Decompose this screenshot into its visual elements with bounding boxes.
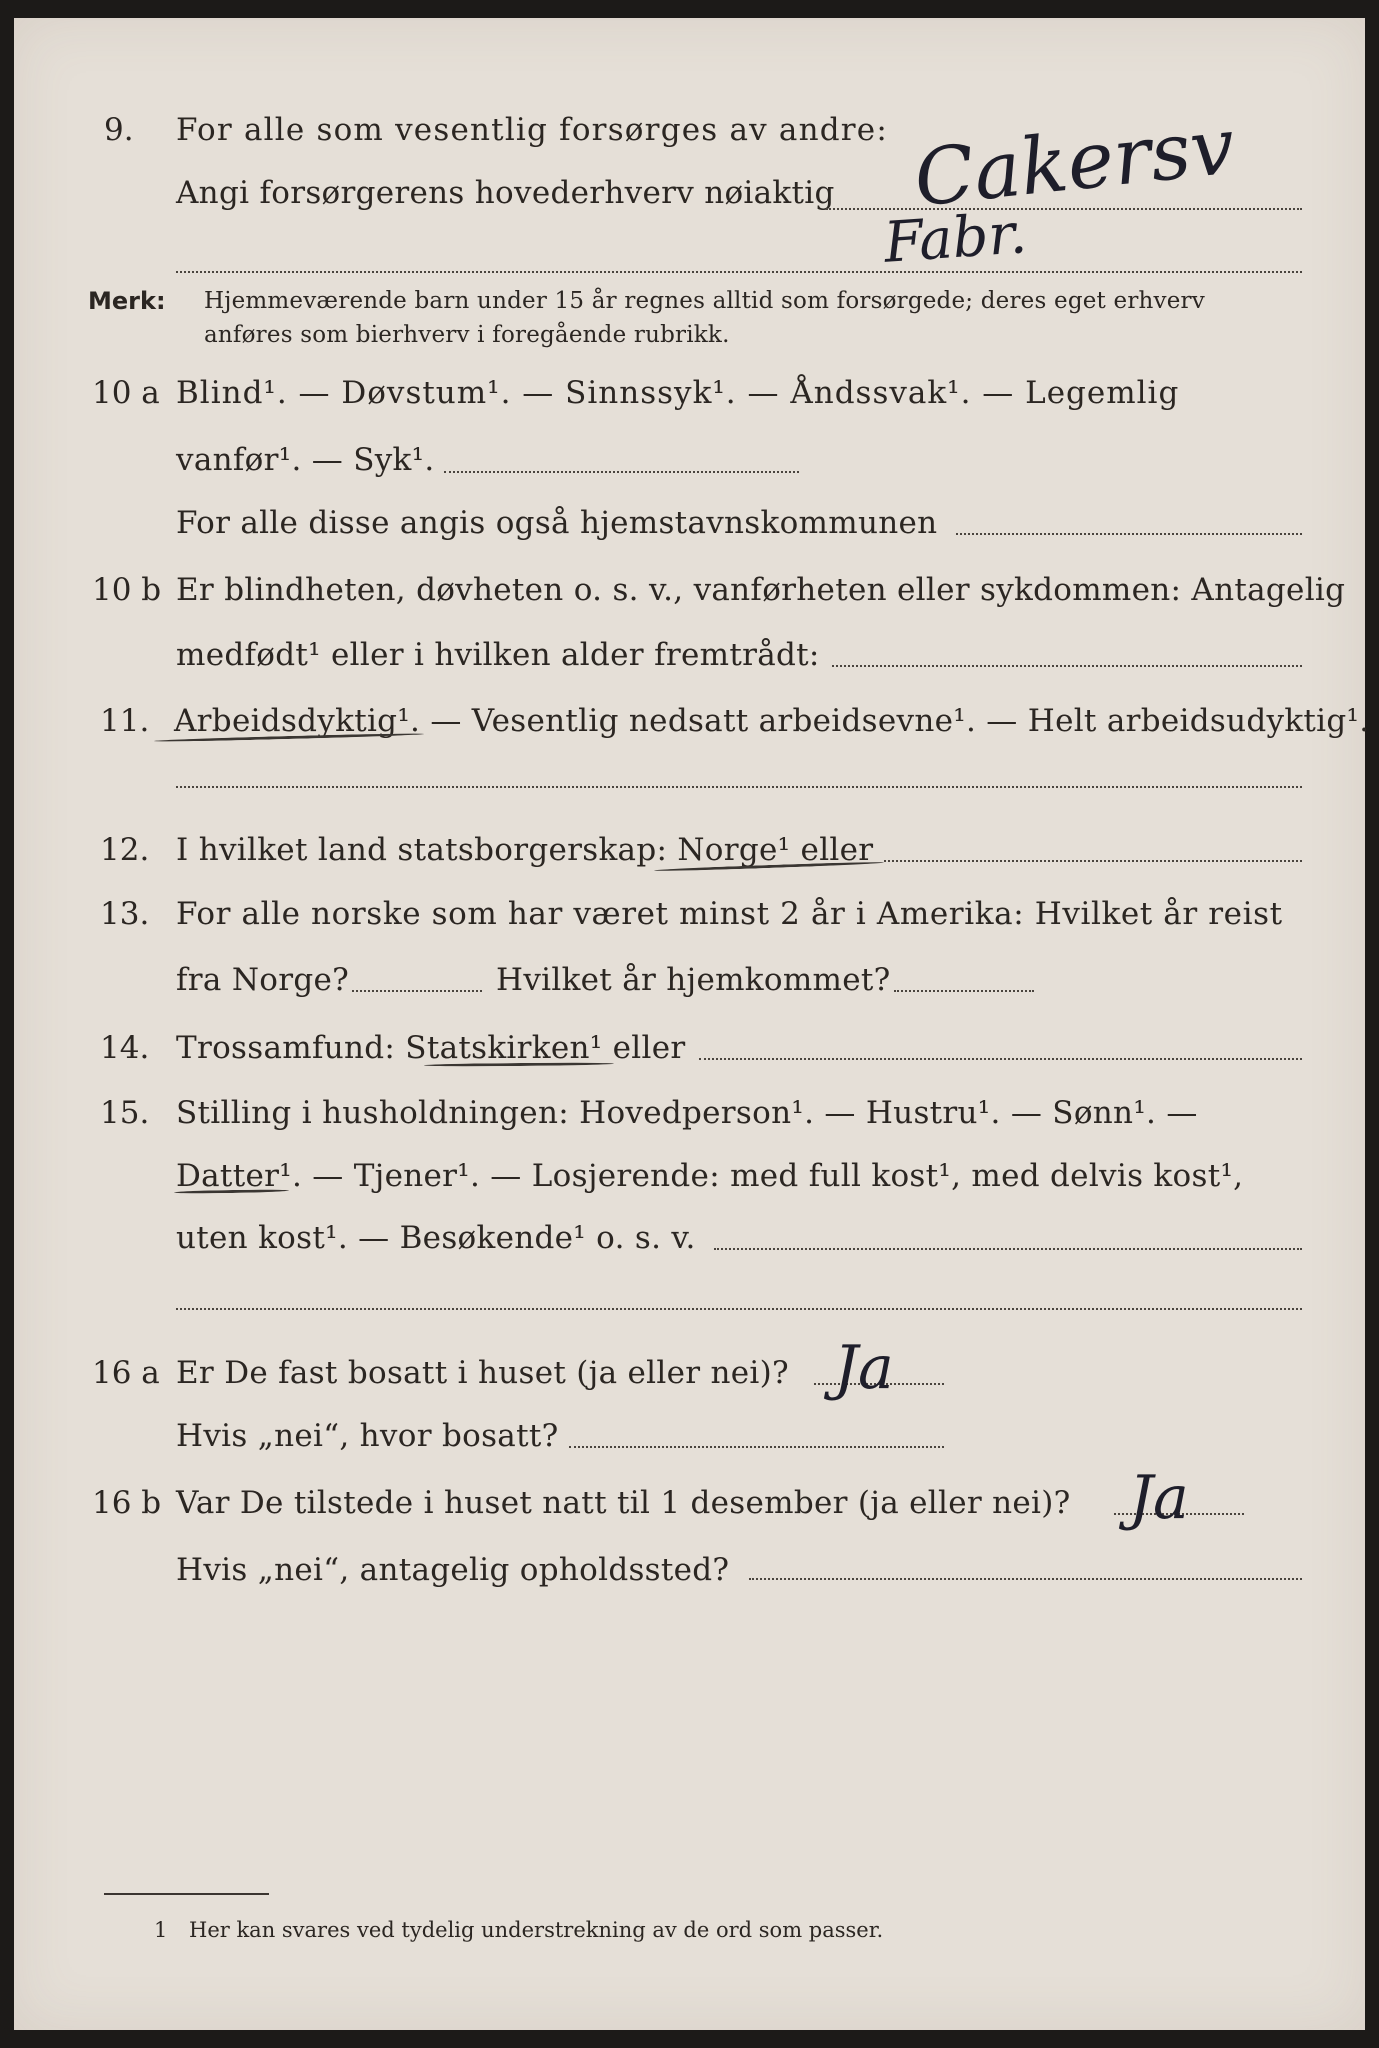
q10b-line1: Er blindheten, døvheten o. s. v., vanførheten eller sykdommen: Antagelig <box>176 572 1346 608</box>
q11-answer-line <box>176 786 1302 788</box>
q12-line1: I hvilket land statsborgerskap: Norge¹ eller <box>176 832 874 868</box>
q16b-line2-answer-line <box>749 1578 1302 1580</box>
q16a-line2-answer-line <box>569 1446 944 1448</box>
q16b-line1: Var De tilstede i huset natt til 1 desember (ja eller nei)? <box>176 1485 1071 1521</box>
q15-number: 15. <box>100 1095 150 1131</box>
q9-handwritten-answer-1: Cakersv <box>910 101 1239 225</box>
q9-number: 9. <box>104 112 134 148</box>
q14-answer-line <box>699 1058 1302 1060</box>
q10a-number: 10 a <box>92 375 160 411</box>
q10b-answer-line <box>832 665 1302 667</box>
q10a-line2-answer-line <box>444 471 799 473</box>
q16a-number: 16 a <box>92 1355 160 1391</box>
q16a-line1: Er De fast bosatt i huset (ja eller nei)? <box>176 1355 789 1391</box>
q15-line1: Stilling i husholdningen: Hovedperson¹. — Hustru¹. — Sønn¹. — <box>176 1095 1198 1131</box>
q12-answer-line-2 <box>956 860 1302 862</box>
q13-hjemkommet-answer-line <box>894 990 1034 992</box>
q13-number: 13. <box>100 896 150 932</box>
census-form-page <box>14 18 1370 2030</box>
q10b-line2: medfødt¹ eller i hvilken alder fremtrådt: <box>176 637 820 673</box>
q15-answer-line-2 <box>176 1308 1302 1310</box>
q13-line2b: Hvilket år hjemkommet? <box>496 962 891 998</box>
q16a-handwritten-answer: Ja <box>834 1333 894 1403</box>
q13-line1: For alle norske som har været minst 2 år i Amerika: Hvilket år reist <box>176 896 1283 932</box>
q15-line2: Datter¹. — Tjener¹. — Losjerende: med full kost¹, med delvis kost¹, <box>176 1158 1244 1194</box>
q16b-handwritten-answer: Ja <box>1129 1463 1189 1533</box>
q16b-number: 16 b <box>92 1485 162 1521</box>
q16a-line2: Hvis „nei“, hvor bosatt? <box>176 1418 559 1454</box>
q10a-line3-answer-line <box>956 533 1302 535</box>
q10a-line2: vanfør¹. — Syk¹. <box>176 442 435 478</box>
q13-reist-answer-line <box>352 990 482 992</box>
footnote-text: Her kan svares ved tydelig understrekning av de ord som passer. <box>189 1918 884 1942</box>
q10a-line3: For alle disse angis også hjemstavnskommunen <box>176 505 938 541</box>
q9-answer-line-2 <box>176 271 1302 273</box>
q10a-line1: Blind¹. — Døvstum¹. — Sinnssyk¹. — Åndssvak¹. — Legemlig <box>176 375 1180 411</box>
footnote-mark: 1 <box>154 1918 168 1942</box>
q12-answer-line-1 <box>884 860 954 862</box>
merk-line2: anføres som bierhverv i foregående rubrikk. <box>204 322 730 348</box>
q15-line3: uten kost¹. — Besøkende¹ o. s. v. <box>176 1220 696 1256</box>
q11-number: 11. <box>100 703 150 739</box>
q16b-line2: Hvis „nei“, antagelig opholdssted? <box>176 1552 730 1588</box>
q9-line1: For alle som vesentlig forsørges av andre: <box>176 112 888 148</box>
merk-label: Merk: <box>88 287 166 315</box>
q9-line2: Angi forsørgerens hovederhverv nøiaktig <box>176 175 835 211</box>
q14-line1: Trossamfund: Statskirken¹ eller <box>176 1030 686 1066</box>
q10b-number: 10 b <box>92 572 162 608</box>
q15-answer-line <box>714 1248 1302 1250</box>
merk-line1: Hjemmeværende barn under 15 år regnes alltid som forsørgede; deres eget erhverv <box>204 288 1205 314</box>
q12-number: 12. <box>100 832 150 868</box>
q9-handwritten-answer-2: Fabr. <box>881 201 1029 276</box>
q13-line2a: fra Norge? <box>176 962 350 998</box>
footnote-divider <box>104 1893 269 1895</box>
q11-line1: Arbeidsdyktig¹. — Vesentlig nedsatt arbeidsevne¹. — Helt arbeidsudyktig¹. <box>174 703 1370 739</box>
q14-number: 14. <box>100 1030 150 1066</box>
